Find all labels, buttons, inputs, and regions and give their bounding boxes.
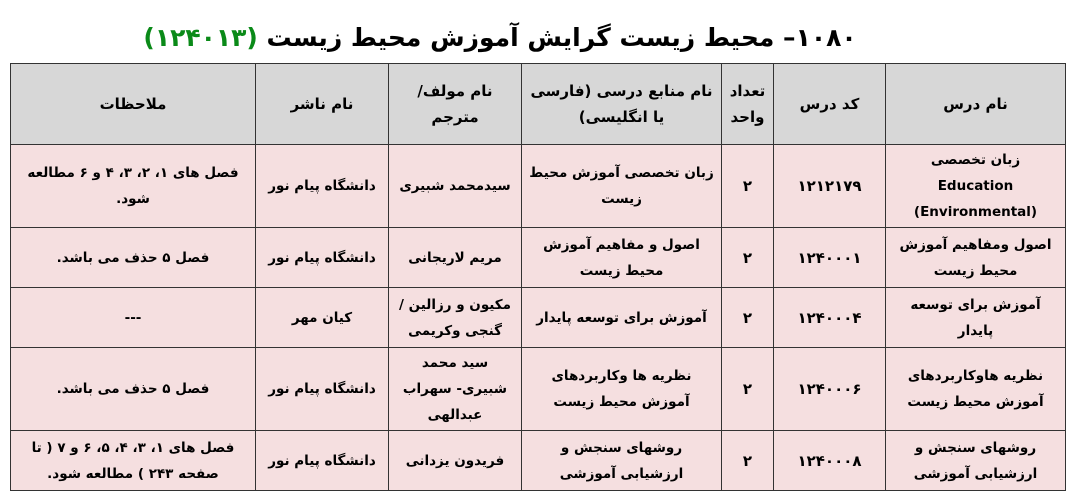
course-sources: اصول و مفاهیم آموزش محیط زیست [522, 228, 722, 288]
header-author: نام مولف/ مترجم [389, 64, 522, 145]
course-author: مکیون و رزالین / گنجی وکریمی [389, 288, 522, 348]
course-publisher: دانشگاه پیام نور [256, 228, 389, 288]
course-notes: فصل ۵ حذف می باشد. [11, 228, 256, 288]
course-notes: --- [11, 288, 256, 348]
course-sources: آموزش برای توسعه پایدار [522, 288, 722, 348]
course-units: ۲ [722, 228, 774, 288]
course-author: سید محمد شبیری- سهراب عبدالهی [389, 348, 522, 431]
course-publisher: کیان مهر [256, 288, 389, 348]
course-sources: نظریه ها وکاربردهای آموزش محیط زیست [522, 348, 722, 431]
course-notes: فصل ۵ حذف می باشد. [11, 348, 256, 431]
course-code: ۱۲۴۰۰۰۸ [774, 431, 886, 491]
header-sources: نام منابع درسی (فارسی یا انگلیسی) [522, 64, 722, 145]
course-code: ۱۲۴۰۰۰۴ [774, 288, 886, 348]
course-sources: زبان تخصصی آموزش محیط زیست [522, 145, 722, 228]
course-name: زبان تخصصی Education (Environmental) [886, 145, 1066, 228]
table-row [11, 348, 1066, 431]
header-row [11, 64, 1066, 145]
title-code: (۱۲۴۰۱۳) [143, 23, 258, 52]
course-sources: روشهای سنجش و ارزشیابی آموزشی [522, 431, 722, 491]
course-units: ۲ [722, 348, 774, 431]
course-name: نظریه هاوکاربردهای آموزش محیط زیست [886, 348, 1066, 431]
header-code: کد درس [774, 64, 886, 145]
title-text: ۱۰۸۰– محیط زیست گرایش آموزش محیط زیست [266, 23, 857, 52]
header-course: نام درس [886, 64, 1066, 145]
table-row [11, 288, 1066, 348]
header-publisher: نام ناشر [256, 64, 389, 145]
course-name: آموزش برای توسعه پایدار [886, 288, 1066, 348]
course-author: فریدون یزدانی [389, 431, 522, 491]
course-units: ۲ [722, 145, 774, 228]
course-publisher: دانشگاه پیام نور [256, 348, 389, 431]
course-code: ۱۲۴۰۰۰۱ [774, 228, 886, 288]
header-notes: ملاحظات [11, 64, 256, 145]
page-title [0, 20, 1000, 56]
course-code: ۱۲۱۲۱۷۹ [774, 145, 886, 228]
course-name: روشهای سنجش و ارزشیابی آموزشی [886, 431, 1066, 491]
course-units: ۲ [722, 288, 774, 348]
course-publisher: دانشگاه پیام نور [256, 145, 389, 228]
header-units: تعداد واحد [722, 64, 774, 145]
course-notes: فصل های ۱، ۳، ۴، ۵، ۶ و ۷ ( تا صفحه ۲۴۳ ) مطالعه شود. [11, 431, 256, 491]
course-name: اصول ومفاهیم آموزش محیط زیست [886, 228, 1066, 288]
course-publisher: دانشگاه پیام نور [256, 431, 389, 491]
table-row [11, 145, 1066, 228]
course-units: ۲ [722, 431, 774, 491]
course-author: مریم لاریجانی [389, 228, 522, 288]
course-code: ۱۲۴۰۰۰۶ [774, 348, 886, 431]
curriculum-table [10, 63, 1066, 491]
table-row [11, 228, 1066, 288]
course-author: سیدمحمد شبیری [389, 145, 522, 228]
course-notes: فصل های ۱، ۲، ۳، ۴ و ۶ مطالعه شود. [11, 145, 256, 228]
table-row [11, 431, 1066, 491]
